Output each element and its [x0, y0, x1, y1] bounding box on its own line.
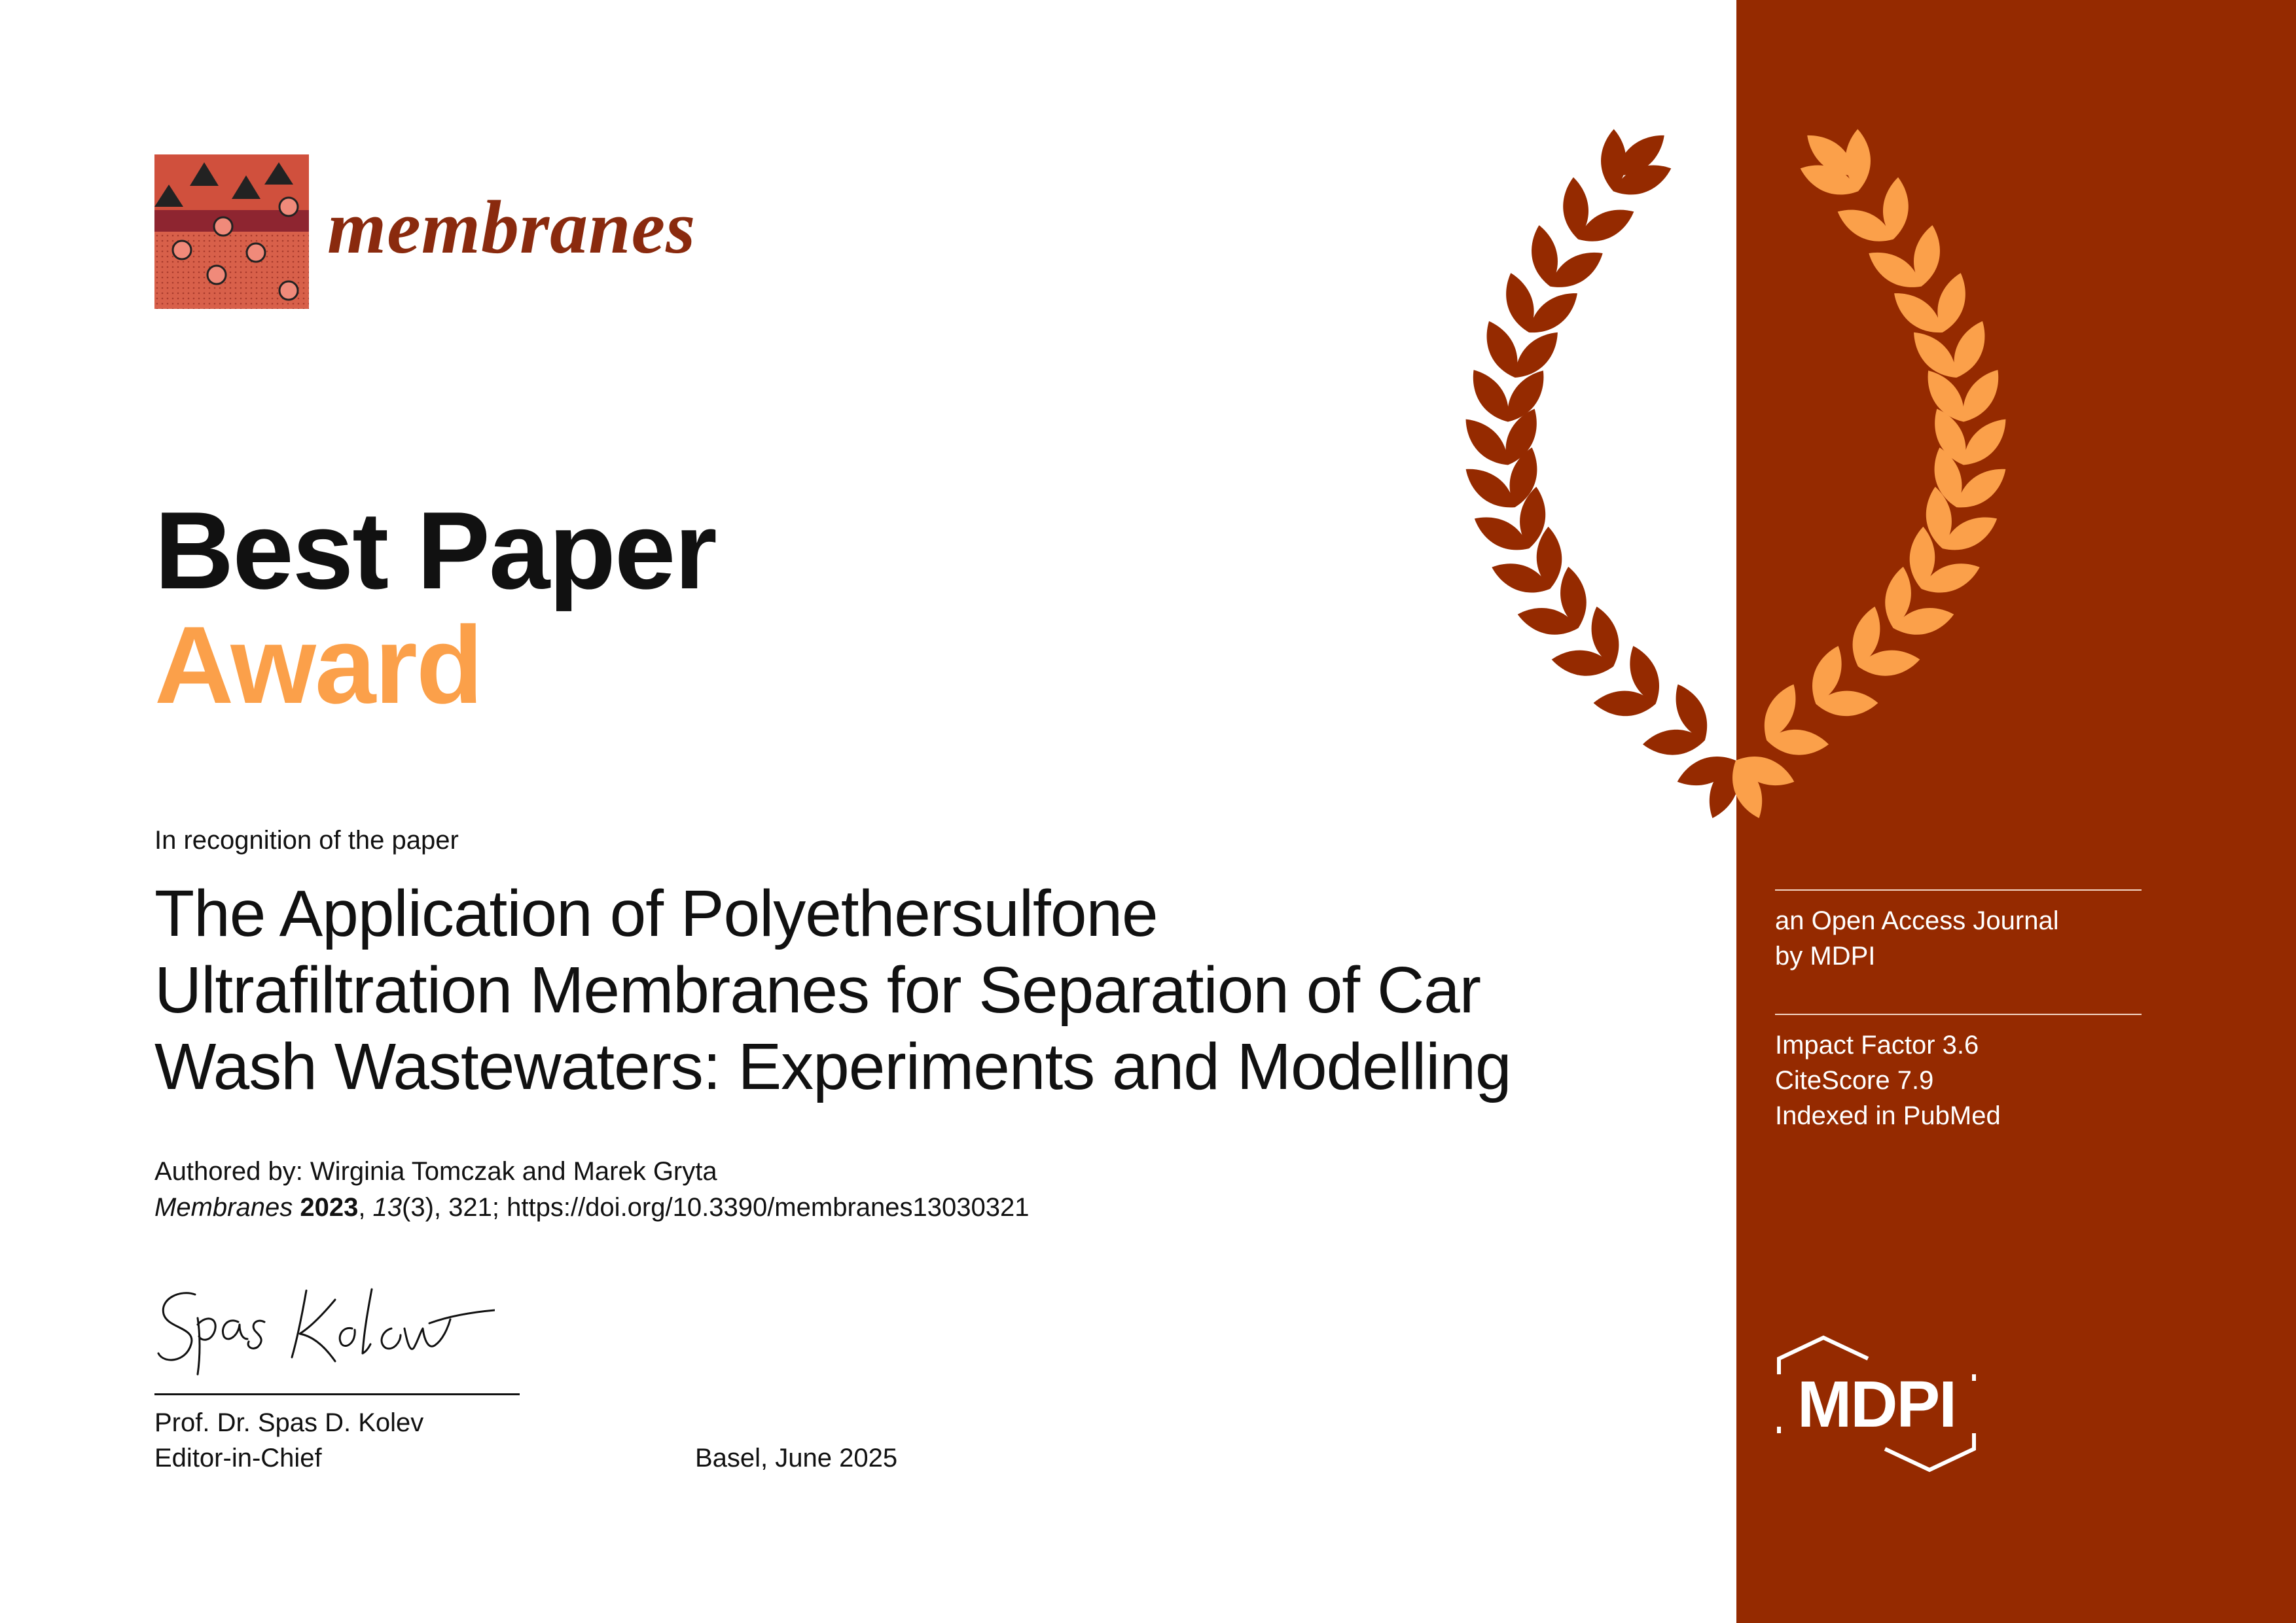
- signer-name: Prof. Dr. Spas D. Kolev: [154, 1408, 424, 1437]
- laurel-leaf: [1673, 749, 1740, 794]
- paper-title-line: The Application of Polyethersulfone: [154, 877, 1158, 950]
- metric-citescore: CiteScore 7.9: [1775, 1066, 1934, 1095]
- laurel-leaf: [1516, 486, 1549, 550]
- laurel-leaf: [1497, 403, 1546, 470]
- citation-year: 2023: [300, 1193, 359, 1222]
- paper-title: [154, 876, 1679, 1105]
- laurel-leaf: [1573, 200, 1640, 251]
- laurel-leaf: [1456, 411, 1517, 474]
- laurel-leaf: [1469, 508, 1535, 560]
- laurel-leaf: [1585, 603, 1626, 670]
- access-line-1: an Open Access Journal: [1775, 906, 2059, 935]
- editor-signature: [154, 1276, 495, 1387]
- laurel-leaf: [1609, 126, 1673, 185]
- laurel-leaf: [1463, 363, 1518, 429]
- mdpi-logo-text: MDPI: [1797, 1368, 1956, 1441]
- laurel-leaf: [1621, 641, 1667, 709]
- laurel-leaf: [1458, 459, 1523, 518]
- laurel-leaf: [1527, 223, 1563, 289]
- award-title-line1: Best Paper: [154, 489, 716, 612]
- citation-journal: Membranes: [154, 1193, 293, 1222]
- laurel-leaf: [1515, 602, 1581, 641]
- journal-name: membranes: [327, 186, 696, 270]
- laurel-leaf: [1601, 129, 1626, 191]
- citation-doi: (3), 321; https://doi.org/10.3390/membranes13030321: [402, 1193, 1030, 1222]
- laurel-leaf: [1521, 283, 1585, 342]
- laurel-leaf: [1506, 324, 1567, 387]
- membranes-logo-icon: [154, 154, 309, 309]
- paper-title-line: Wash Wastewaters: Experiments and Modelling: [154, 1030, 1511, 1103]
- laurel-leaf: [1499, 270, 1541, 336]
- award-title-line2: Award: [154, 603, 482, 726]
- laurel-leaf: [1535, 526, 1562, 589]
- citation-volume: 13: [372, 1193, 403, 1222]
- laurel-leaf: [1666, 679, 1716, 745]
- laurel-leaf: [1488, 556, 1554, 601]
- laurel-leaf: [1551, 647, 1615, 679]
- citation-line: [154, 1193, 1029, 1222]
- citation-separator: ,: [358, 1193, 373, 1222]
- laurel-leaf: [1556, 565, 1590, 630]
- laurel-leaf: [1498, 363, 1554, 429]
- mdpi-hexagon-logo: [1775, 1335, 1978, 1472]
- laurel-leaf: [1503, 444, 1544, 510]
- laurel-leaf: [1609, 156, 1676, 203]
- paper-title-line: Ultrafiltration Membranes for Separation of Car: [154, 954, 1481, 1027]
- signature-line: [154, 1393, 520, 1395]
- recognition-label: In recognition of the paper: [154, 826, 459, 855]
- metric-impact-factor: Impact Factor 3.6: [1775, 1031, 1979, 1060]
- laurel-leaf: [1543, 243, 1609, 297]
- access-line-2: by MDPI: [1775, 942, 1876, 971]
- signer-role: Editor-in-Chief: [154, 1444, 322, 1472]
- sidebar-divider: [1775, 889, 2142, 891]
- laurel-leaf: [1593, 690, 1656, 717]
- laurel-leaf: [1477, 316, 1526, 383]
- laurel-leaf: [1642, 728, 1706, 757]
- authors-line: Authored by: Wirginia Tomczak and Marek Gryta: [154, 1157, 717, 1186]
- laurel-leaf: [1561, 176, 1591, 240]
- metric-indexed: Indexed in PubMed: [1775, 1101, 2001, 1130]
- place-date: Basel, June 2025: [695, 1444, 898, 1472]
- sidebar-divider: [1775, 1014, 2142, 1015]
